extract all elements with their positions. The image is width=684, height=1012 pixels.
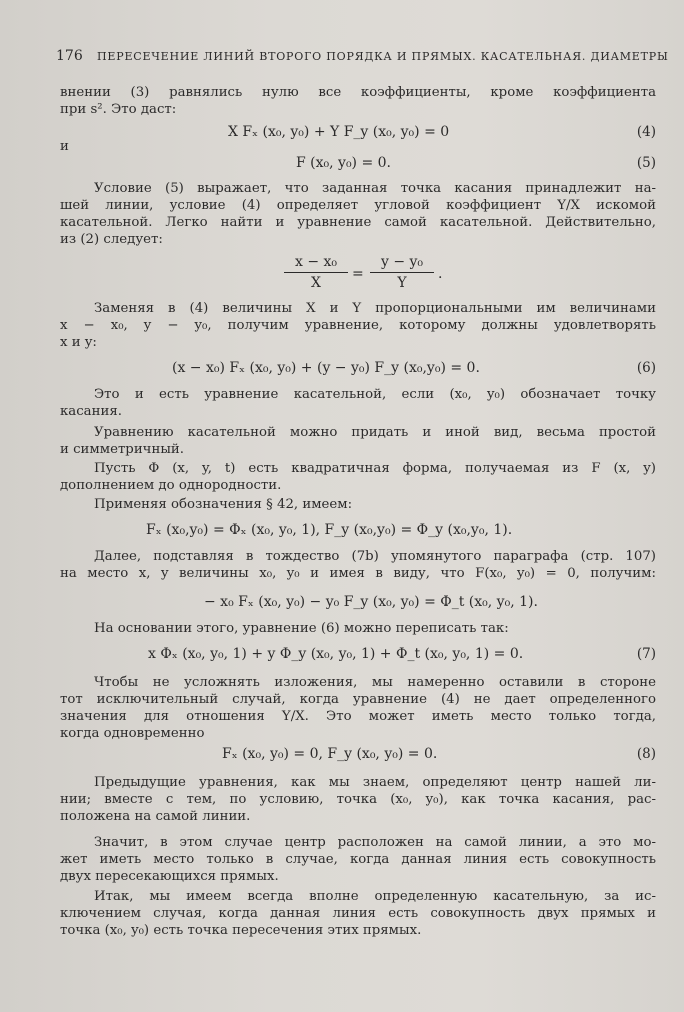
text-line: Итак, мы имеем всегда вполне определенную касательную, за ис- <box>94 889 656 904</box>
text-line: жет иметь место только в случае, когда данная линия есть совокупность <box>60 852 656 867</box>
equation-6: (x − x₀) Fₓ (x₀, y₀) + (y − y₀) F_y (x₀,y₀) = 0. <box>172 360 480 376</box>
numerator: y − y₀ <box>380 254 424 270</box>
equation-number: (8) <box>636 746 656 762</box>
fraction-left <box>284 252 348 293</box>
paragraph-12 <box>60 834 656 885</box>
paragraph-13 <box>60 888 656 939</box>
text-line: внении (3) равнялись нулю все коэффициенты, кроме коэффициента <box>60 85 656 100</box>
denominator: X <box>311 275 321 291</box>
running-header <box>56 48 669 64</box>
text-line: положена на самой линии. <box>60 809 251 824</box>
paragraph-5 <box>60 424 656 458</box>
equation-5: F (x₀, y₀) = 0. <box>296 155 392 171</box>
text-line: ключением случая, когда данная линия есть совокупность двух прямых и <box>60 906 656 921</box>
text-line: Предыдущие уравнения, как мы знаем, определяют центр нашей ли- <box>94 775 656 790</box>
text-line: Далее, подставляя в тождество (7b) упомянутого параграфа (стр. 107) <box>94 549 656 564</box>
paragraph-11 <box>60 774 656 825</box>
equation-a: Fₓ (x₀,y₀) = Φₓ (x₀, y₀, 1), F_y (x₀,y₀) = Φ_y (x₀,y₀, 1). <box>146 522 513 538</box>
text-line: Это и есть уравнение касательной, если (x₀, y₀) обозначает точку <box>94 387 656 402</box>
text-line: x − x₀, y − y₀, получим уравнение, которому должны удовлетворять <box>60 318 656 333</box>
paragraph-6 <box>60 460 656 494</box>
text-line: Чтобы не усложнять изложения, мы намеренно оставили в стороне <box>94 675 656 690</box>
text-line: нии; вместе с тем, по условию, точка (x₀, y₀), как точка касания, рас- <box>60 792 656 807</box>
paragraph-4 <box>60 386 656 420</box>
paragraph-9 <box>60 620 656 637</box>
fraction-right <box>370 252 434 293</box>
paragraph-1 <box>60 84 656 118</box>
equation-4: X Fₓ (x₀, y₀) + Y F_y (x₀, y₀) = 0 <box>228 124 450 140</box>
equation-number: (7) <box>636 646 656 662</box>
equals-sign: = <box>352 266 364 282</box>
paragraph-3 <box>60 300 656 351</box>
text-line: Применяя обозначения § 42, имеем: <box>94 497 353 512</box>
conjunction: и <box>60 139 69 154</box>
equation-number: (6) <box>636 360 656 376</box>
text-line: точка (x₀, y₀) есть точка пересечения этих прямых. <box>60 923 422 938</box>
text-line: x и y: <box>60 335 97 350</box>
text-line: когда одновременно <box>60 726 205 741</box>
text-line: Условие (5) выражает, что заданная точка касания принадлежит на- <box>94 181 656 196</box>
text-line: из (2) следует: <box>60 232 163 247</box>
paragraph-10 <box>60 674 656 742</box>
text-line: Уравнению касательной можно придать и иной вид, весьма простой <box>94 425 656 440</box>
text-line: шей линии, условие (4) определяет угловой коэффициент Y/X искомой <box>60 198 656 213</box>
text-line: Пусть Φ (x, y, t) есть квадратичная форма, получаемая из F (x, y) <box>94 461 656 476</box>
equation-number: (5) <box>636 155 656 171</box>
text-line: Значит, в этом случае центр расположен на самой линии, а это мо- <box>94 835 656 850</box>
paragraph-8 <box>60 548 656 582</box>
equation-8: Fₓ (x₀, y₀) = 0, F_y (x₀, y₀) = 0. <box>222 746 438 762</box>
page-number: 176 <box>56 48 83 64</box>
period: . <box>438 266 443 282</box>
numerator: x − x₀ <box>294 254 338 270</box>
text-line: при s². Это даст: <box>60 102 177 117</box>
running-title: ПЕРЕСЕЧЕНИЕ ЛИНИЙ ВТОРОГО ПОРЯДКА И ПРЯМЫХ. КАСАТЕЛЬНАЯ. ДИАМЕТРЫ <box>97 50 669 63</box>
paragraph-2 <box>60 180 656 248</box>
text-line: касательной. Легко найти и уравнение самой касательной. Действительно, <box>60 215 656 230</box>
text-line: и симметричный. <box>60 442 185 457</box>
text-line: дополнением до однородности. <box>60 478 282 493</box>
equation-b: − x₀ Fₓ (x₀, y₀) − y₀ F_y (x₀, y₀) = Φ_t (x₀, y₀, 1). <box>204 594 538 610</box>
text-line: тот исключительный случай, когда уравнение (4) не дает определенного <box>60 692 656 707</box>
denominator: Y <box>397 275 407 291</box>
equation-number: (4) <box>636 124 656 140</box>
text-line: на место x, y величины x₀, y₀ и имея в виду, что F(x₀, y₀) = 0, получим: <box>60 566 656 581</box>
text-line: двух пересекающихся прямых. <box>60 869 279 884</box>
text-line: Заменяя в (4) величины X и Y пропорциональными им величинами <box>94 301 656 316</box>
text-line: касания. <box>60 404 122 419</box>
paragraph-7 <box>60 496 656 513</box>
text-line: На основании этого, уравнение (6) можно переписать так: <box>94 621 509 636</box>
text-line: значения для отношения Y/X. Это может иметь место только тогда, <box>60 709 656 724</box>
equation-7: x Φₓ (x₀, y₀, 1) + y Φ_y (x₀, y₀, 1) + Φ_t (x₀, y₀, 1) = 0. <box>148 646 524 662</box>
